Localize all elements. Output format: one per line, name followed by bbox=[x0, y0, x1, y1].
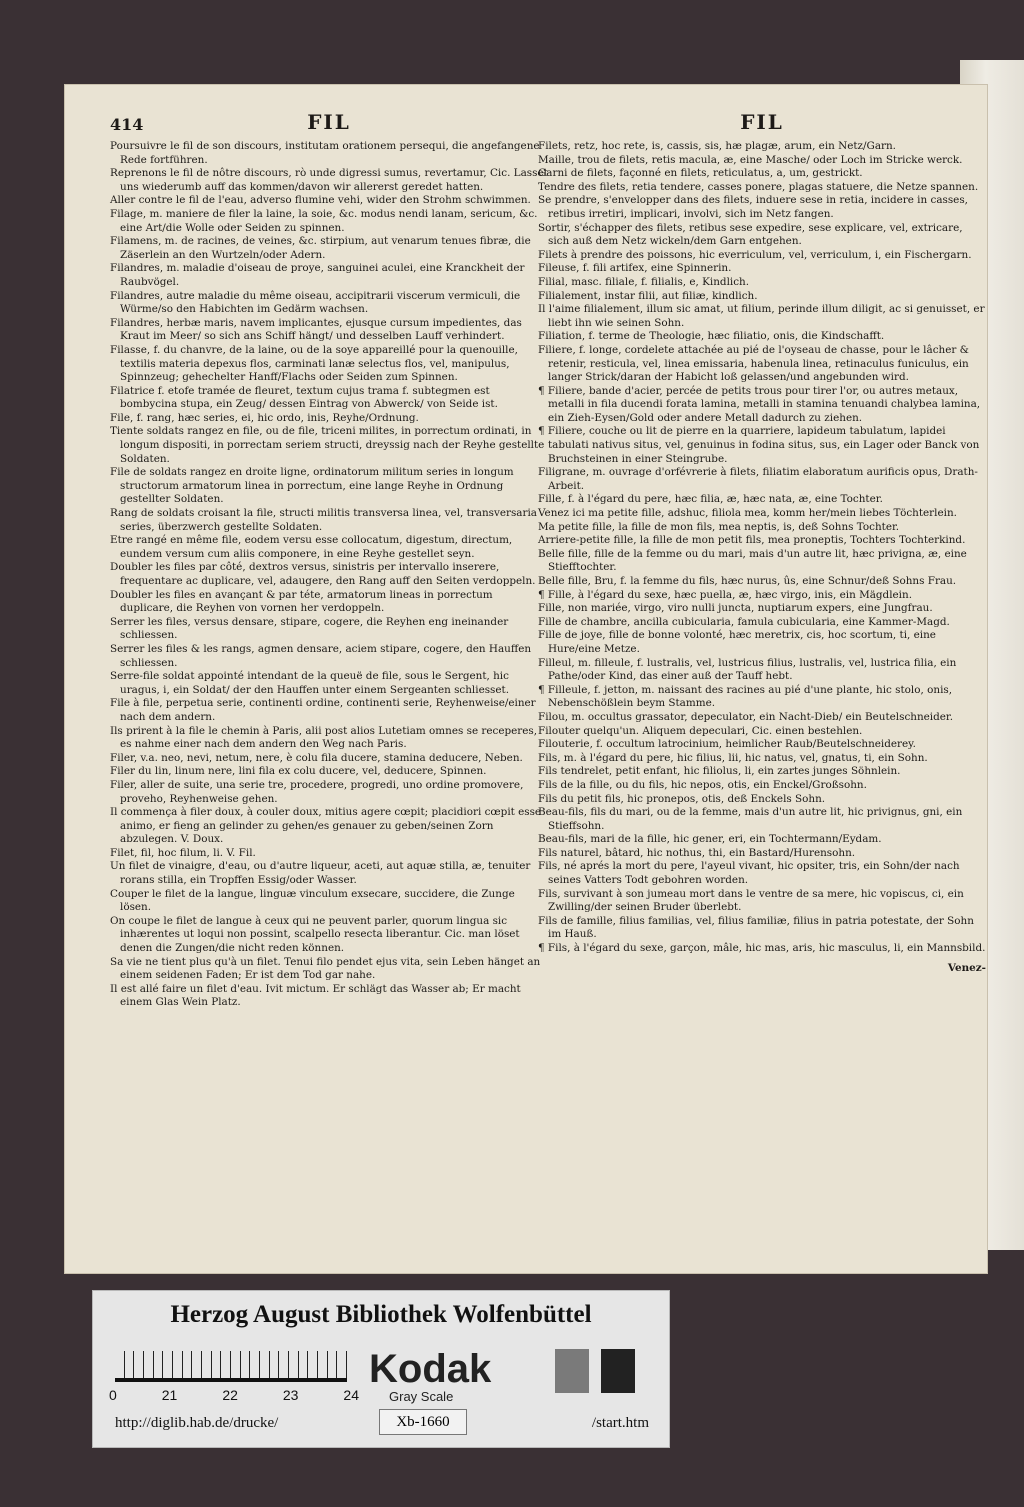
dictionary-entry: Fille de chambre, ancilla cubicularia, famula cubicularia, eine Kammer-Magd. bbox=[538, 615, 950, 628]
shelfmark: Xb-1660 bbox=[379, 1409, 467, 1435]
dictionary-entry: Filer, v.a. neo, nevi, netum, nere, è colu fila ducere, stamina deducere, Neben. bbox=[110, 751, 523, 764]
dictionary-entry: Maille, trou de filets, retis macula, æ, eine Masche/ oder Loch im Stricke werck. bbox=[538, 153, 963, 166]
dictionary-entry: Filets, retz, hoc rete, is, cassis, sis, hæ plagæ, arum, ein Netz/Garn. bbox=[538, 140, 896, 152]
ruler-scale bbox=[115, 1351, 347, 1379]
dictionary-entry: ¶ Fils, à l'égard du sexe, garçon, mâle, hic mas, aris, hic masculus, li, ein Mannsbild. bbox=[538, 942, 986, 955]
ruler-base bbox=[115, 1378, 347, 1382]
dictionary-entry: Doubler les files par côté, dextros versus, sinistris per intervallo inserere, frequentare ac duplicare, vel, adaugere, den Rang auff den Seiten verdoppeln. bbox=[110, 561, 536, 587]
ruler-number: 22 bbox=[222, 1387, 238, 1403]
ruler-number: 23 bbox=[282, 1387, 299, 1403]
dictionary-entry: File à file, perpetua serie, continenti ordine, continenti serie, Reyhenweise/einer nach dem andern. bbox=[110, 697, 536, 723]
dictionary-entry: Filasse, f. du chanvre, de la laine, ou de la soye appareillé pour la quenouille, textilis materia depexus flos, carminati lanæ selectus flos, vel, manipulus, Spinnzeug; gehechelter Hanff/Flachs oder Seiden zum Spinnen. bbox=[110, 343, 518, 384]
dictionary-entry: Serrer les files & les rangs, agmen densare, aciem stipare, cogere, den Hauffen schliessen. bbox=[110, 642, 532, 669]
dictionary-entry: Filou, m. occultus grassator, depeculator, ein Nacht-Dieb/ ein Beutelschneider. bbox=[538, 710, 954, 723]
dictionary-entry: Fils de la fille, ou du fils, hic nepos, otis, ein Enckel/Großsohn. bbox=[538, 778, 867, 791]
dictionary-entry: Venez ici ma petite fille, adshuc, filiola mea, komm her/mein liebes Töchterlein. bbox=[538, 507, 957, 520]
dictionary-entry: Filer, aller de suite, una serie tre, procedere, progredi, uno ordine promovere, proveho, Reyhenweise gehen. bbox=[110, 778, 524, 805]
dictionary-entry: ¶ Filiere, couche ou lit de pierre en la quarriere, lapideum tabulatum, lapidei tabulati nativus situs, vel, genuinus in fodina situs, sus, ein Lager oder Banck von Bruchsteinen in einer Steingrube. bbox=[538, 425, 980, 465]
dictionary-entry: File, f. rang, hæc series, ei, hic ordo, inis, Reyhe/Ordnung. bbox=[110, 411, 419, 424]
dictionary-entry: Filouterie, f. occultum latrocinium, heimlicher Raub/Beutelschneiderey. bbox=[538, 738, 916, 751]
start-link: /start.htm bbox=[591, 1415, 649, 1431]
ruler-number: 0 bbox=[109, 1387, 117, 1403]
library-url: http://diglib.hab.de/drucke/ bbox=[115, 1415, 279, 1431]
dictionary-entry: Fils naturel, bâtard, hic nothus, thi, ein Bastard/Hurensohn. bbox=[538, 846, 856, 859]
dictionary-entry: Fille, non mariée, virgo, viro nulli juncta, nuptiarum expers, eine Jungfrau. bbox=[538, 602, 933, 615]
dictionary-entry: Sortir, s'échapper des filets, retibus sese expedire, sese explicare, vel, extricare, sich auß dem Netz wickeln/dem Garn entgehen. bbox=[538, 221, 963, 248]
dictionary-entry: Poursuivre le fil de son discours, institutam orationem persequi, die angefangene Rede fortführen. bbox=[110, 140, 540, 166]
left-header bbox=[110, 110, 548, 138]
left-running-head: FIL bbox=[307, 110, 351, 134]
dictionary-entry: Couper le filet de la langue, linguæ vinculum exsecare, succidere, die Zunge lösen. bbox=[110, 887, 515, 914]
right-header bbox=[538, 110, 986, 138]
dictionary-entry: Filleul, m. filleule, f. lustralis, vel, lustricus filius, lustralis, vel, lustrica filia, ein Pathe/oder Kind, das einer auß der Tauff hebt. bbox=[538, 656, 957, 683]
dictionary-entry: Filet, fil, hoc filum, li. V. Fil. bbox=[110, 846, 256, 859]
dictionary-entry: Serrer les files, versus densare, stipare, cogere, die Reyhen eng ineinander schliessen. bbox=[110, 615, 509, 642]
dictionary-entry: Fils, m. à l'égard du pere, hic filius, lii, hic natus, vel, gnatus, ti, ein Sohn. bbox=[538, 751, 928, 764]
left-entries bbox=[110, 140, 548, 1010]
dictionary-entry: ¶ Filiere, bande d'acier, percée de petits trous pour tirer l'or, ou autres metaux, metalli in fila ducendi forata lamina, metalli in stamina tenuandi chalybea lamina, ein Zieh-Eysen/Gold oder andere Metall dadurch zu ziehen. bbox=[538, 384, 981, 424]
dictionary-entry: Aller contre le fil de l'eau, adverso flumine vehi, wider den Strohm schwimmen. bbox=[110, 194, 531, 207]
dictionary-entry: ¶ Filleule, f. jetton, m. naissant des racines au pié d'une plante, hic stolo, onis, Nebenschößlein beym Stamme. bbox=[538, 683, 953, 710]
dictionary-entry: Tendre des filets, retia tendere, casses ponere, plagas statuere, die Netze spannen. bbox=[538, 180, 979, 193]
dictionary-entry: Etre rangé en même file, eodem versu esse collocatum, digestum, directum, eundem versum cum aliis componere, in eine Reyhe gestellet seyn. bbox=[110, 534, 513, 560]
library-title: Herzog August Bibliothek Wolfenbüttel bbox=[170, 1301, 592, 1328]
dictionary-entry: Filiere, f. longe, cordelete attachée au pié de l'oyseau de chasse, pour le lâcher & retenir, resticula, vel, linea emissaria, habenula linea, retinaculus funiculus, ein langer Strick/daran der Habicht loß gelassen/und angebunden wird. bbox=[538, 343, 969, 384]
dictionary-entry: Fileuse, f. fili artifex, eine Spinnerin. bbox=[538, 262, 732, 275]
dictionary-entry: Fils, survivant à son jumeau mort dans le ventre de sa mere, hic vopiscus, ci, ein Zwilling/der seinen Bruder überlebt. bbox=[538, 887, 964, 914]
catchword: Venez- bbox=[947, 961, 986, 974]
dictionary-entry: Serre-file soldat appointé intendant de la queuë de file, sous le Sergent, hic uragus, i, ein Soldat/ der den Hauffen unter einem Sergeanten schliesset. bbox=[110, 670, 510, 696]
dictionary-entry: Ma petite fille, la fille de mon fils, mea neptis, is, deß Sohns Tochter. bbox=[538, 520, 900, 533]
dictionary-entry: Arriere-petite fille, la fille de mon petit fils, mea proneptis, Tochters Tochterkind. bbox=[538, 534, 966, 547]
dictionary-entry: Filouter quelqu'un. Aliquem depeculari, Cic. einen bestehlen. bbox=[538, 724, 863, 737]
dictionary-entry: Filialement, instar filii, aut filiæ, kindlich. bbox=[538, 289, 758, 302]
dictionary-entry: Beau-fils, fils du mari, ou de la femme, mais d'un autre lit, hic privignus, gni, ein Stieffsohn. bbox=[538, 806, 963, 832]
right-entries bbox=[538, 140, 986, 956]
dictionary-entry: Sa vie ne tient plus qu'à un filet. Tenui filo pendet ejus vita, sein Leben hänget an einem seidenen Faden; Er ist dem Tod gar nahe. bbox=[110, 955, 541, 982]
dictionary-entry: File de soldats rangez en droite ligne, ordinatorum militum series in longum structorum armatorum linea in porrectum, eine lange Reyhe in Ordnung gestellter Soldaten. bbox=[110, 466, 514, 506]
dictionary-entry: Filets à prendre des poissons, hic everriculum, vel, verriculum, i, ein Fischergarn. bbox=[538, 248, 972, 261]
dictionary-entry: Fils de famille, filius familias, vel, filius familiæ, filius in patria potestate, der Sohn im Hauß. bbox=[538, 914, 974, 941]
dictionary-entry: Beau-fils, mari de la fille, hic gener, eri, ein Tochtermann/Eydam. bbox=[538, 833, 882, 846]
dictionary-entry: Belle fille, Bru, f. la femme du fils, hæc nurus, ûs, eine Schnur/deß Sohns Frau. bbox=[538, 575, 957, 587]
dictionary-entry: Fils tendrelet, petit enfant, hic filiolus, li, ein zartes junges Söhnlein. bbox=[538, 765, 901, 778]
right-column bbox=[538, 110, 986, 975]
dictionary-entry: Fils, né aprés la mort du pere, l'ayeul vivant, hic opsiter, tris, ein Sohn/der nach seines Vatters Todt gebohren worden. bbox=[538, 860, 960, 887]
black-patch bbox=[601, 1349, 635, 1393]
dictionary-entry: Se prendre, s'envelopper dans des filets, induere sese in retia, incidere in casses, retibus irretiri, implicari, involvi, sich im Netz fangen. bbox=[538, 194, 968, 220]
dictionary-entry: Filigrane, m. ouvrage d'orfévrerie à filets, filiatim elaboratum aurificis opus, Drath-Arbeit. bbox=[538, 466, 978, 492]
dictionary-entry: Fille, f. à l'égard du pere, hæc filia, æ, hæc nata, æ, eine Tochter. bbox=[538, 493, 883, 506]
dictionary-entry: ¶ Fille, à l'égard du sexe, hæc puella, æ, hæc virgo, inis, ein Mägdlein. bbox=[538, 588, 913, 601]
dictionary-entry: Filamens, m. de racines, de veines, &c. stirpium, aut venarum tenues fibræ, die Zäserlein an den Wurtzeln/oder Adern. bbox=[110, 235, 531, 261]
dictionary-entry: Reprenons le fil de nôtre discours, rò unde digressi sumus, revertamur, Cic. Lasset uns wiederumb auff das kommen/davon wir allererst geredet hatten. bbox=[110, 167, 548, 193]
dictionary-entry: On coupe le filet de langue à ceux qui ne peuvent parler, quorum lingua sic inhærentes ut loqui non possint, scalpello resecta liberantur. Cic. man löset denen die Zungen/die nicht reden können. bbox=[110, 914, 520, 955]
dictionary-entry: Filial, masc. filiale, f. filialis, e, Kindlich. bbox=[538, 275, 750, 288]
dictionary-entry: Fille de joye, fille de bonne volonté, hæc meretrix, cis, hoc scortum, ti, eine Hure/eine Metze. bbox=[538, 629, 936, 655]
dictionary-entry: Rang de soldats croisant la file, structi militis transversa linea, vel, transversaria series, überzwerch gestellte Soldaten. bbox=[110, 507, 537, 533]
gray-scale-label: Gray Scale bbox=[389, 1389, 454, 1404]
dictionary-entry: Belle fille, fille de la femme ou du mari, mais d'un autre lit, hæc privigna, æ, eine Stiefftochter. bbox=[538, 547, 967, 574]
kodak-logo: Kodak bbox=[369, 1347, 492, 1391]
dictionary-entry: Filiation, f. terme de Theologie, hæc filiatio, onis, die Kindschafft. bbox=[538, 330, 885, 343]
dictionary-entry: Fils du petit fils, hic pronepos, otis, deß Enckels Sohn. bbox=[538, 792, 826, 805]
left-column bbox=[110, 110, 548, 1010]
scanned-page bbox=[64, 84, 988, 1274]
dictionary-entry: Il commença à filer doux, à couler doux, mitius agere cœpit; placidiori cœpit esse animo, er fieng an gelinder zu gehen/es genauer zu geben/seinen Zorn abzulegen. V. Doux. bbox=[110, 806, 542, 846]
dictionary-entry: Il l'aime filialement, illum sic amat, ut filium, perinde illum diligit, ac si genuisset, er liebt ihn wie seinen Sohn. bbox=[538, 303, 985, 329]
dictionary-entry: Filandres, autre maladie du même oiseau, accipitrarii viscerum vermiculi, die Würme/so den Habichten im Gedärm wachsen. bbox=[110, 289, 521, 316]
dictionary-entry: Filandres, herbæ maris, navem implicantes, ejusque cursum impedientes, das Kraut im Meer/ so sich ans Schiff hängt/ und desselben Lauff verhindert. bbox=[110, 316, 522, 343]
dictionary-entry: Doubler les files en avançant & par téte, armatorum lineas in porrectum duplicare, die Reyhen von vornen her verdoppeln. bbox=[110, 588, 493, 615]
dictionary-entry: Filandres, m. maladie d'oiseau de proye, sanguinei aculei, eine Kranckheit der Raubvögel. bbox=[110, 262, 525, 288]
ruler-number: 21 bbox=[161, 1387, 178, 1403]
color-target-card bbox=[92, 1290, 670, 1448]
dictionary-entry: Garni de filets, façonné en filets, reticulatus, a, um, gestrickt. bbox=[538, 167, 863, 180]
ruler-numbers bbox=[109, 1387, 359, 1403]
dictionary-entry: Tiente soldats rangez en file, ou de file, triceni milites, in porrectum ordinati, in longum dispositi, in porrectam seriem structi, dreyssig nach der Reyhe gestellte Soldaten. bbox=[110, 425, 545, 465]
dictionary-entry: Un filet de vinaigre, d'eau, ou d'autre liqueur, aceti, aut aquæ stilla, æ, tenuiter rorans stilla, ein Tropffen Essig/oder Wasser. bbox=[110, 860, 531, 887]
dictionary-entry: Filatrice f. etofe tramée de fleuret, textum cujus trama f. subtegmen est bombycina stupa, ein Zeug/ dessen Eintrag von Abwerck/ von Seide ist. bbox=[110, 384, 498, 411]
gray-patch bbox=[555, 1349, 589, 1393]
ruler-number: 24 bbox=[343, 1387, 359, 1403]
page-number: 414 bbox=[110, 115, 144, 134]
dictionary-entry: Filer du lin, linum nere, lini fila ex colu ducere, vel, deducere, Spinnen. bbox=[110, 765, 487, 778]
dictionary-entry: Ils prirent à la file le chemin à Paris, alii post alios Lutetiam omnes se receperes, es nahme einer nach dem andern den Weg nach Paris. bbox=[110, 724, 538, 751]
dictionary-entry: Filage, m. maniere de filer la laine, la soie, &c. modus nendi lanam, sericum, &c. eine Art/die Wolle oder Seiden zu spinnen. bbox=[110, 207, 538, 234]
right-running-head: FIL bbox=[740, 110, 784, 134]
dictionary-entry: Il est allé faire un filet d'eau. Ivit mictum. Er schlägt das Wasser ab; Er macht einem Glas Wein Platz. bbox=[110, 982, 521, 1009]
